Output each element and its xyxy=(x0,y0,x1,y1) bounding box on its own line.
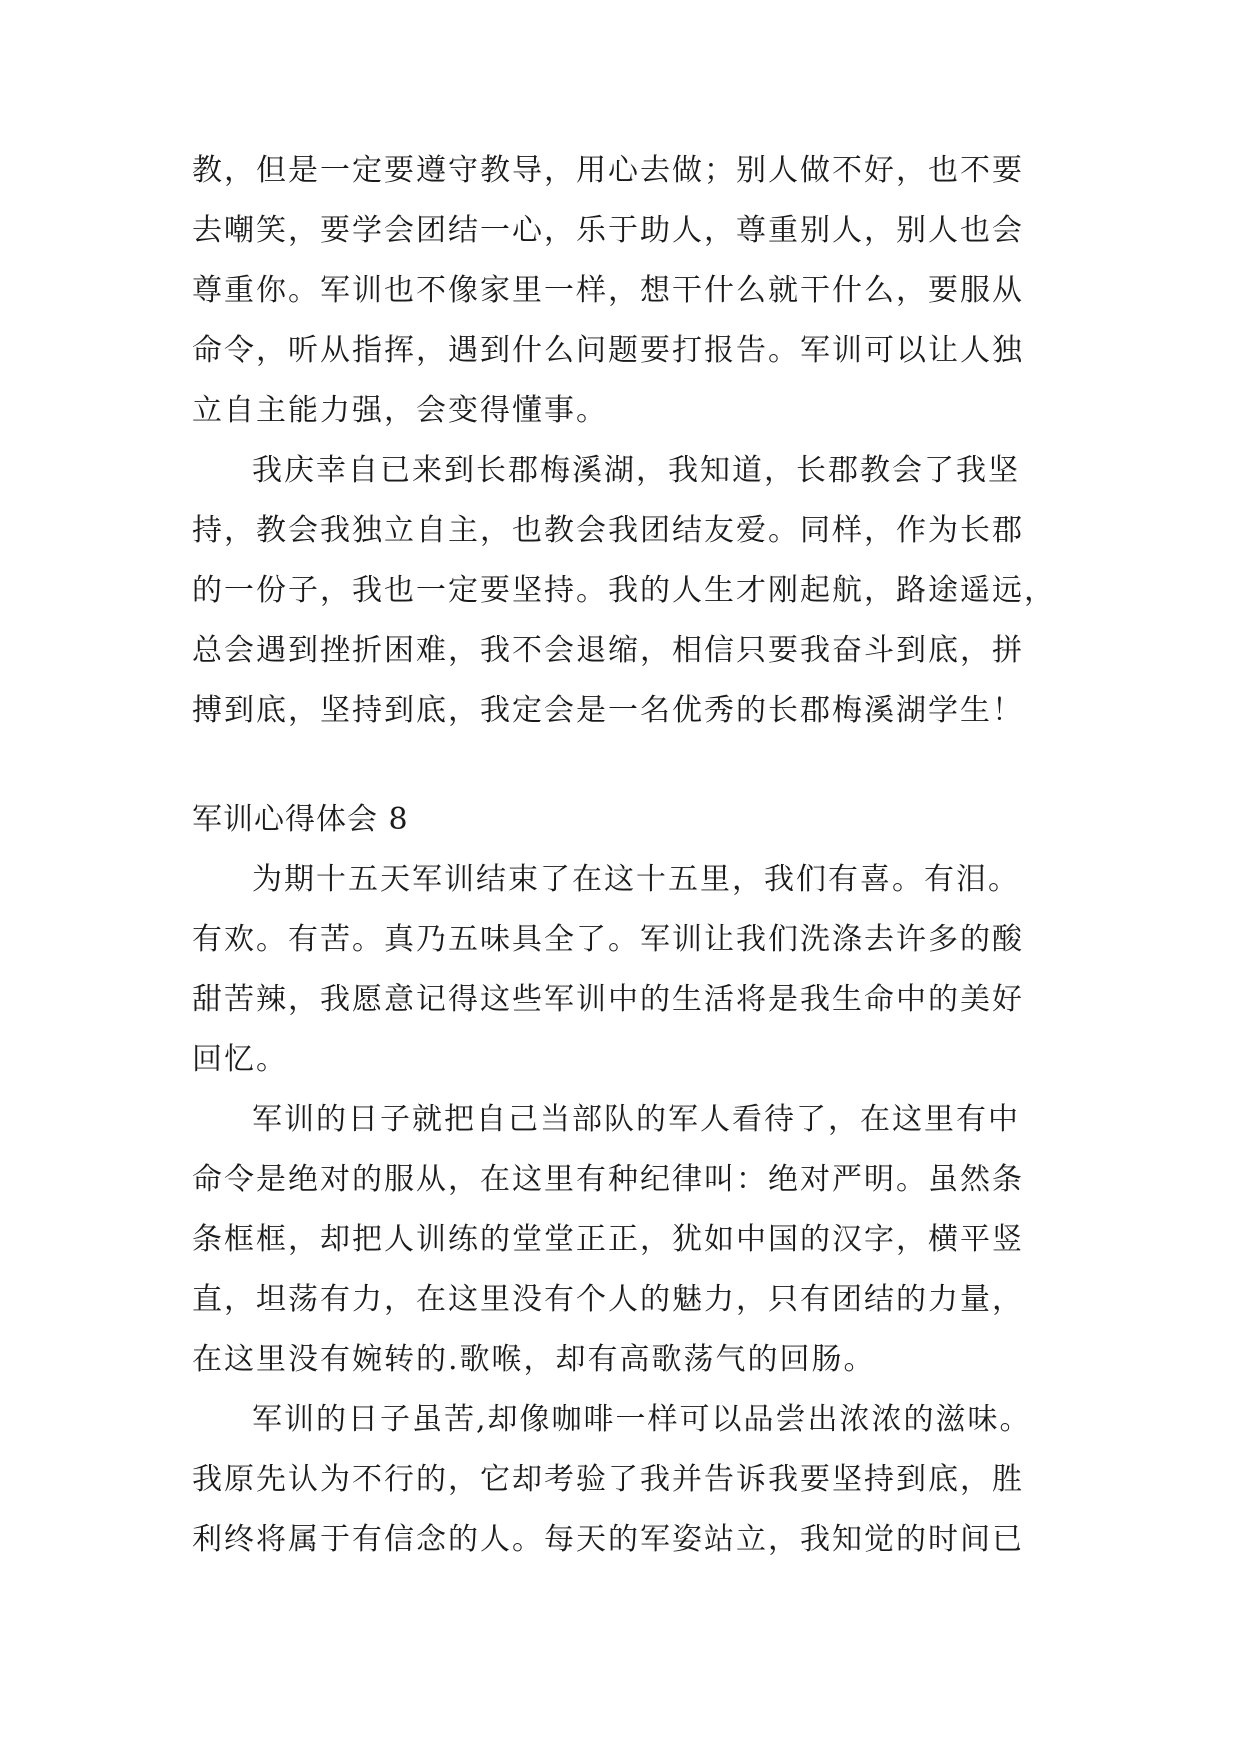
text-line: 利终将属于有信念的人。每天的军姿站立，我知觉的时间已 xyxy=(192,1522,1024,1557)
text-line: 直，坦荡有力，在这里没有个人的魅力，只有团结的力量， xyxy=(192,1282,1024,1317)
text-line: 有欢。有苦。真乃五味具全了。军训让我们洗涤去许多的酸 xyxy=(192,922,1024,957)
text-line: 持，教会我独立自主，也教会我团结友爱。同样，作为长郡 xyxy=(192,513,1024,548)
text-line: 军训的日子虽苦,却像咖啡一样可以品尝出浓浓的滋味。 xyxy=(252,1402,1032,1437)
text-line: 我原先认为不行的，它却考验了我并告诉我要坚持到底，胜 xyxy=(192,1462,1024,1497)
text-line: 为期十五天军训结束了在这十五里，我们有喜。有泪。 xyxy=(252,862,1020,897)
text-line: 命令是绝对的服从，在这里有种纪律叫：绝对严明。虽然条 xyxy=(192,1162,1024,1197)
text-line: 立自主能力强，会变得懂事。 xyxy=(192,393,608,428)
text-line: 军训的日子就把自己当部队的军人看待了，在这里有中 xyxy=(252,1102,1020,1137)
text-line: 总会遇到挫折困难，我不会退缩，相信只要我奋斗到底，拼 xyxy=(192,633,1024,668)
text-line: 命令，听从指挥，遇到什么问题要打报告。军训可以让人独 xyxy=(192,333,1024,368)
text-line: 回忆。 xyxy=(192,1042,288,1077)
text-line: 的一份子，我也一定要坚持。我的人生才刚起航，路途遥远， xyxy=(192,573,1056,608)
text-line: 尊重你。军训也不像家里一样，想干什么就干什么，要服从 xyxy=(192,273,1024,308)
text-line: 教，但是一定要遵守教导，用心去做；别人做不好，也不要 xyxy=(192,153,1024,188)
section-title: 军训心得体会 8 xyxy=(192,802,409,837)
text-line: 甜苦辣，我愿意记得这些军训中的生活将是我生命中的美好 xyxy=(192,982,1024,1017)
text-line: 去嘲笑，要学会团结一心，乐于助人，尊重别人，别人也会 xyxy=(192,213,1024,248)
text-line: 我庆幸自已来到长郡梅溪湖，我知道，长郡教会了我坚 xyxy=(252,453,1020,488)
text-line: 条框框，却把人训练的堂堂正正，犹如中国的汉字，横平竖 xyxy=(192,1222,1024,1257)
text-line: 搏到底，坚持到底，我定会是一名优秀的长郡梅溪湖学生！ xyxy=(192,693,1024,728)
text-line: 在这里没有婉转的.歌喉，却有高歌荡气的回肠。 xyxy=(192,1342,876,1377)
